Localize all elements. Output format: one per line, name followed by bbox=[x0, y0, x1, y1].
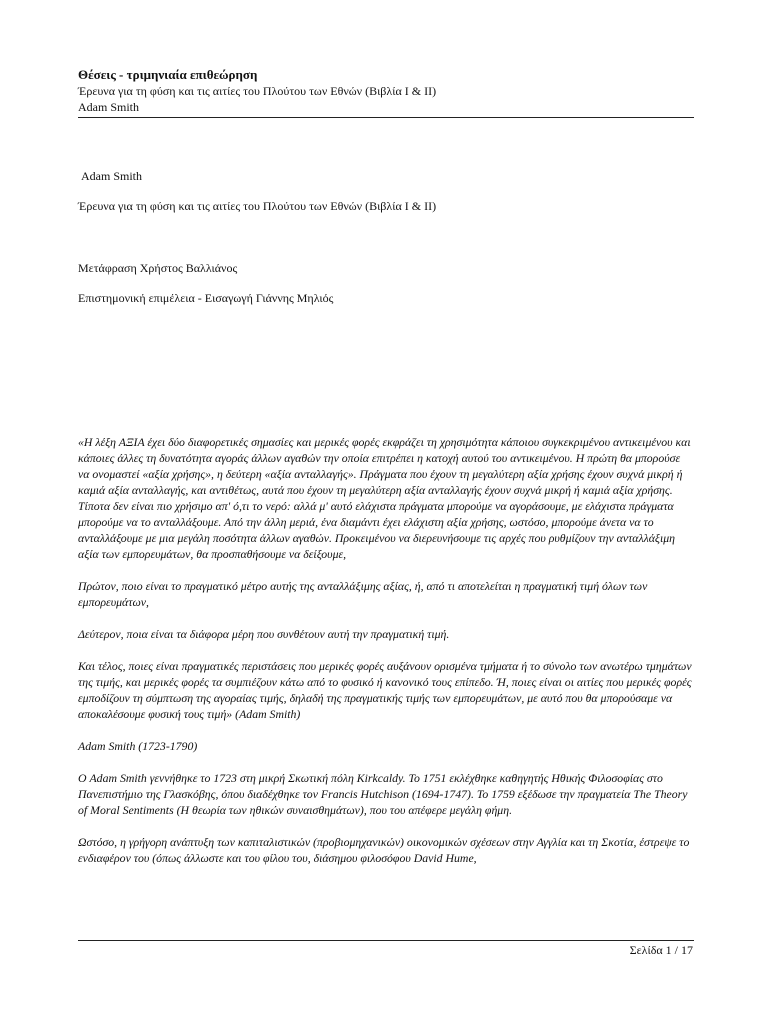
book-title: Έρευνα για τη φύση και τις αιτίες του Πλούτου των Εθνών (Βιβλία Ι & ΙΙ) bbox=[78, 199, 437, 213]
quote-paragraph: Και τέλος, ποιες είναι πραγματικές περιστάσεις που μερικές φορές αυξάνουν ορισμένα τμήματα ή το σύνολο των ανωτέρω τμημάτων της τιμής, και μερικές φορές τα συμπιέζουν κάτω από το φυσικό ή κανονικό τους επίπεδο. Ή, ποιες είναι οι αιτίες που μερικές φορές εμποδίζουν τη σύμπτωση της αγοραίας τιμής, δηλαδή της πραγματικής τιμής των εμπορευμάτων, με αυτό που θα μπορούσαμε να αποκαλέσουμε φυσική τους τιμή» (Adam Smith) bbox=[78, 659, 692, 721]
main-text bbox=[78, 434, 692, 882]
quote-paragraph: Πρώτον, ποιο είναι το πραγματικό μέτρο αυτής της ανταλλάξιμης αξίας, ή, από τι αποτελείται η πραγματική τιμή όλων των εμπορευμάτων, bbox=[78, 579, 648, 609]
section-heading: Adam Smith (1723-1790) bbox=[78, 739, 198, 753]
quote-paragraph: «Η λέξη ΑΞΙΑ έχει δύο διαφορετικές σημασίες και μερικές φορές εκφράζει τη χρησιμότητα κάποιου συγκεκριμένου αντικειμένου και κάποιες άλλες τη δυνατότητα αγοράς άλλων αγαθών την οποία επιτρέπει η κατοχή αυτού του αντικειμένου. Η πρώτη θα μπορούσε να ονομαστεί «αξία χρήσης», η δεύτερη «αξία ανταλλαγής». Πράγματα που έχουν τη μεγαλύτερη αξία χρήσης έχουν συχνά μικρή ή καμιά αξία ανταλλαγής, και αντιθέτως, αυτά που έχουν τη μεγαλύτερη αξία ανταλλαγής έχουν συχνά μικρή ή καμιά αξία χρήσης. Τίποτα δεν είναι πιο χρήσιμο απ' ό,τι το νερό: αλλά μ' αυτό ελάχιστα πράγματα μπορούμε να αγοράσουμε, με ελάχιστα πράγματα μπορούμε να το ανταλλάξουμε. Από την άλλη μεριά, ένα διαμάντι έχει ελάχιστη αξία χρήσης, ωστόσο, μπορούμε άνετα να το ανταλλάξουμε με μια μεγάλη ποσότητα άλλων αγαθών. Προκειμένου να διερευνήσουμε τις αρχές που ρυθμίζουν την ανταλλάξιμη αξία των εμπορευμάτων, θα προσπαθήσουμε να δείξουμε, bbox=[78, 435, 691, 561]
header-author: Adam Smith bbox=[78, 100, 140, 114]
author-name: Adam Smith bbox=[81, 169, 143, 183]
header-divider bbox=[78, 117, 694, 118]
body-paragraph: Ωστόσο, η γρήγορη ανάπτυξη των καπιταλιστικών (προβιομηχανικών) οικονομικών σχέσεων στην Αγγλία και τη Σκοτία, έστρεψε το ενδιαφέρον του (όπως άλλωστε και του φίλου του, διάσημου φιλοσόφου David Hume, bbox=[78, 835, 690, 865]
footer-divider bbox=[78, 940, 694, 941]
journal-title: Θέσεις - τριμηνιαία επιθεώρηση bbox=[78, 67, 258, 82]
body-paragraph: Ο Adam Smith γεννήθηκε το 1723 στη μικρή Σκωτική πόλη Kirkcaldy. Το 1751 εκλέχθηκε καθηγητής Ηθικής Φιλοσοφίας στο Πανεπιστήμιο της Γλασκόβης, όπου διαδέχθηκε τον Francis Hutchison (1694-1747). Το 1759 εξέδωσε την πραγματεία The Theory of Moral Sentiments (Η θεωρία των ηθικών συναισθημάτων), που του απέφερε μεγάλη φήμη. bbox=[78, 771, 688, 817]
header-book-title: Έρευνα για τη φύση και τις αιτίες του Πλούτου των Εθνών (Βιβλία Ι & ΙΙ) bbox=[78, 84, 437, 98]
page-number: Σελίδα 1 / 17 bbox=[629, 943, 693, 957]
editor-credit: Επιστημονική επιμέλεια - Εισαγωγή Γιάννης Μηλιός bbox=[78, 291, 334, 305]
quote-paragraph: Δεύτερον, ποια είναι τα διάφορα μέρη που συνθέτουν αυτή την πραγματική τιμή. bbox=[78, 627, 450, 641]
document-header bbox=[78, 66, 693, 115]
translator-credit: Μετάφραση Χρήστος Βαλλιάνος bbox=[78, 261, 238, 275]
